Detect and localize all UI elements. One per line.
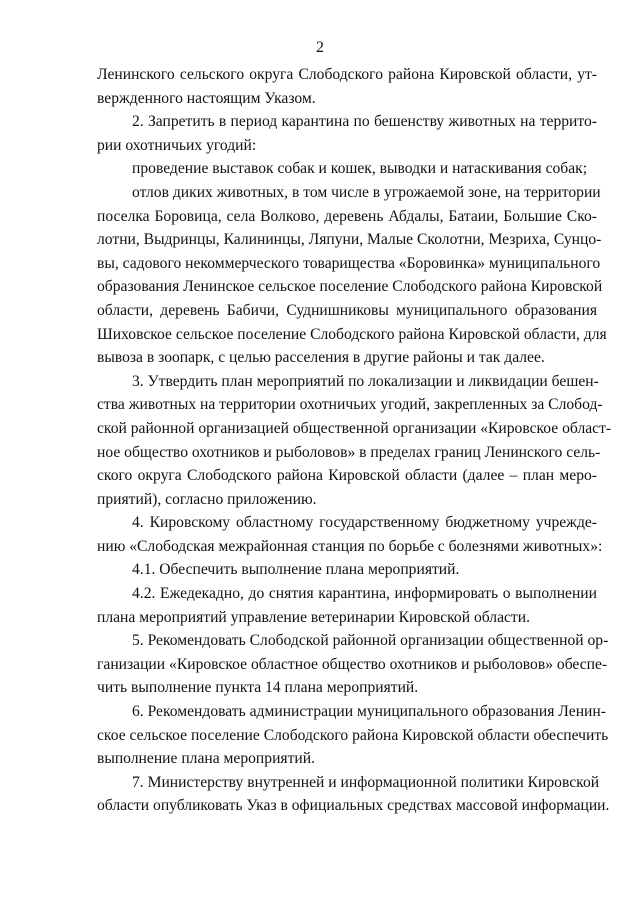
paragraph-p9 [97,700,609,771]
text-line: Ленинского сельского округа Слободского района Кировской области, ут- [97,66,597,83]
text-line: лотни, Выдринцы, Калининцы, Ляпуни, Малые Сколотни, Мезриха, Сунцо- [97,231,602,249]
text-line: 4. Кировскому областному государственному бюджетному учрежде- [132,514,597,532]
text-line: отлов диких животных, в том числе в угрожаемой зоне, на территории [132,183,601,201]
text-line: поселка Боровица, села Волково, деревень Абдалы, Батаии, Большие Ско- [97,207,597,225]
paragraph-p5 [97,511,603,558]
text-line: выполнение плана мероприятий. [97,750,315,768]
text-line: образования Ленинское сельское поселение Слободского района Кировской [97,278,603,296]
text-line: чить выполнение пункта 14 плана мероприятий. [97,679,419,697]
text-line: плана мероприятий управление ветеринарии Кировской области. [97,608,530,626]
page-number: 2 [316,39,324,56]
paragraph-p8 [97,629,609,700]
paragraph-p4 [97,370,612,512]
text-line: ской районной организацией общественной организации «Кировское област- [97,419,612,437]
text-line: 3. Утвердить план мероприятий по локализации и ликвидации бешен- [132,372,599,390]
text-line: вы, садового некоммерческого товарищества «Боровинка» муниципального [97,254,601,272]
text-line: проведение выставок собак и кошек, выводки и натаскивания собак; [132,160,588,178]
paragraph-p10 [97,771,610,818]
text-line: ства животных на территории охотничьих угодий, закрепленных за Слобод- [97,396,603,414]
text-line: 5. Рекомендовать Слободской районной организации общественной ор- [132,632,609,650]
text-line: области опубликовать Указ в официальных средствах массовой информации. [97,797,610,815]
text-line: Шиховское сельское поселение Слободского района Кировской области, для [97,325,607,343]
text-line: ное общество охотников и рыболовов» в пределах границ Ленинского сель- [97,443,601,461]
paragraph-p0 [97,63,597,110]
text-line: приятий), согласно приложению. [97,490,317,508]
text-line: нию «Слободская межрайонная станция по борьбе с болезнями животных»: [97,537,603,555]
text-line: рии охотничьих угодий: [97,136,257,154]
text-line: 2. Запретить в период карантина по бешенству животных на террито- [132,113,597,131]
text-line: вывоза в зоопарк, с целью расселения в другие районы и так далее. [97,349,545,367]
text-line: ского округа Слободского района Кировской области (далее – план меро- [97,467,597,485]
text-line: 4.2. Ежедекадно, до снятия карантина, информировать о выполнении [132,585,597,603]
text-line: 7. Министерству внутренней и информационной политики Кировской [132,773,600,791]
text-line: 6. Рекомендовать администрации муниципального образования Ленин- [132,703,606,721]
paragraph-p1 [97,110,597,157]
text-line: области, деревень Бабичи, Суднишниковы муниципального образования [97,301,597,319]
paragraph-p6 [97,558,597,582]
text-line: вержденного настоящим Указом. [97,89,316,107]
text-line: 4.1. Обеспечить выполнение плана мероприятий. [132,561,460,579]
text-line: ское сельское поселение Слободского района Кировской области обеспечить [97,726,609,744]
document-body [97,63,612,818]
text-line: ганизации «Кировское областное общество охотников и рыболовов» обеспе- [97,655,608,673]
paragraph-p2 [97,157,597,181]
paragraph-p3 [97,181,607,370]
paragraph-p7 [97,582,597,629]
